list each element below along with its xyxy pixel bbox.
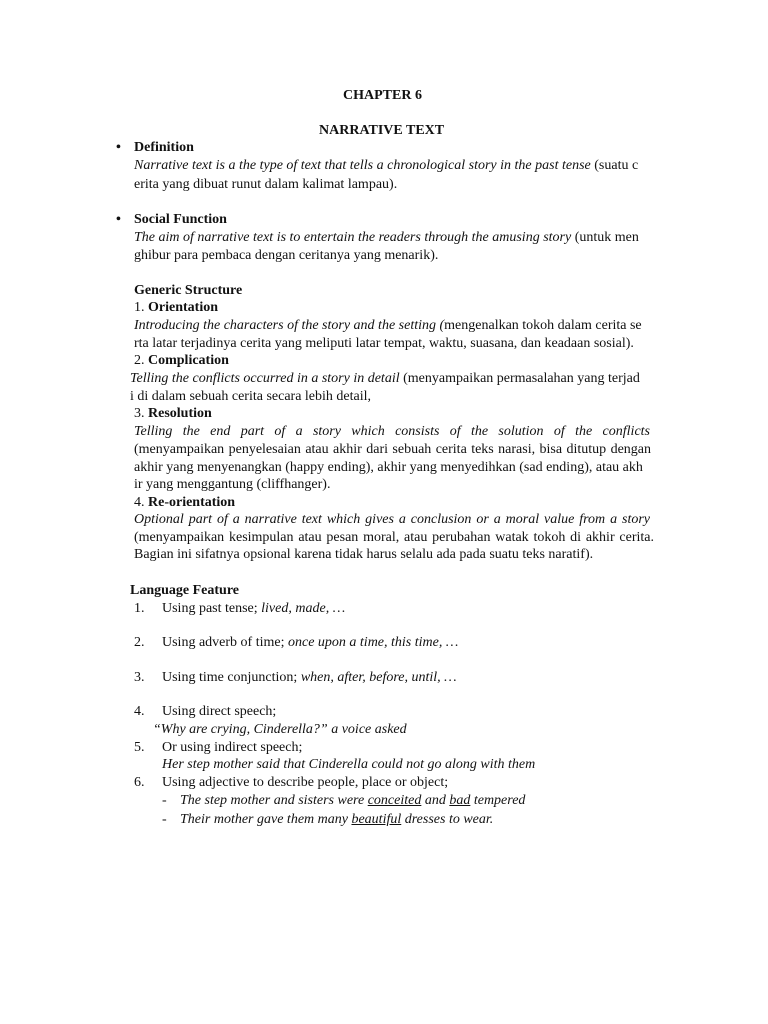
resolution-english: Telling the end part of a story which consists of the solution of the conflicts bbox=[134, 424, 650, 439]
definition-indonesian-2: erita yang dibuat runut dalam kalimat lampau). bbox=[134, 177, 398, 192]
adjective-underlined: beautiful bbox=[351, 812, 402, 827]
reorientation-indonesian-2: Bagian ini sifatnya opsional karena tidak harus selalu ada pada suatu teks naratif). bbox=[134, 547, 594, 562]
resolution-indonesian-3: ir yang menggantung (cliffhanger). bbox=[134, 477, 331, 492]
orientation-english: Introducing the characters of the story and the setting ( bbox=[134, 318, 445, 333]
social-function-indonesian-1: (untuk men bbox=[571, 230, 639, 245]
reorientation-label: Re-orientation bbox=[148, 495, 236, 510]
social-function-line-1 bbox=[134, 229, 639, 246]
resolution-heading bbox=[134, 405, 212, 422]
resolution-label: Resolution bbox=[148, 406, 212, 421]
language-feature-text: Using direct speech; bbox=[162, 704, 277, 719]
language-feature-item-number: 3. bbox=[134, 670, 145, 685]
complication-indonesian-1: (menyampaikan permasalahan yang terjad bbox=[399, 371, 640, 386]
complication-number: 2. bbox=[134, 353, 148, 368]
indirect-speech-example: Her step mother said that Cinderella could not go along with them bbox=[162, 757, 536, 772]
language-feature-item-number: 1. bbox=[134, 601, 145, 616]
resolution-indonesian-1: (menyampaikan penyelesaian atau akhir dari sebuah cerita teks narasi, bisa ditutup dengan bbox=[134, 442, 651, 457]
adjective-underlined: conceited bbox=[367, 793, 422, 808]
reorientation-number: 4. bbox=[134, 495, 148, 510]
language-feature-text: Using adjective to describe people, place or object; bbox=[162, 775, 449, 790]
complication-indonesian-2: i di dalam sebuah cerita secara lebih detail, bbox=[130, 389, 372, 404]
orientation-line-1 bbox=[134, 317, 642, 334]
complication-label: Complication bbox=[148, 353, 229, 368]
social-function-english: The aim of narrative text is to entertain the readers through the amusing story bbox=[134, 230, 572, 245]
chapter-heading: CHAPTER 6 bbox=[343, 88, 422, 103]
adjective-example-dash: - bbox=[162, 793, 167, 808]
orientation-label: Orientation bbox=[148, 300, 218, 315]
definition-heading: Definition bbox=[134, 140, 194, 155]
adjective-underlined: bad bbox=[449, 793, 471, 808]
definition-line-1 bbox=[134, 157, 638, 174]
adjective-example-dash: - bbox=[162, 812, 167, 827]
language-feature-text: Using time conjunction; bbox=[162, 670, 301, 685]
language-feature-text: Or using indirect speech; bbox=[162, 740, 303, 755]
definition-english: Narrative text is a the type of text that tells a chronological story in the past tense bbox=[134, 158, 591, 173]
complication-heading bbox=[134, 352, 229, 369]
complication-line-1 bbox=[130, 370, 640, 387]
reorientation-english: Optional part of a narrative text which gives a conclusion or a moral value from a story bbox=[134, 512, 650, 527]
bullet-icon: • bbox=[116, 212, 121, 227]
social-function-heading: Social Function bbox=[134, 212, 227, 227]
orientation-heading bbox=[134, 299, 218, 316]
adjective-example-text: dresses to wear. bbox=[401, 812, 494, 827]
direct-speech-example: “Why are crying, Cinderella?” a voice asked bbox=[153, 722, 407, 737]
language-feature-item-number: 6. bbox=[134, 775, 145, 790]
reorientation-indonesian-1: (menyampaikan kesimpulan atau pesan moral, atau perubahan watak tokoh di akhir cerita. bbox=[134, 530, 654, 545]
reorientation-heading bbox=[134, 494, 235, 511]
bullet-icon: • bbox=[116, 140, 121, 155]
definition-indonesian-1: (suatu c bbox=[590, 158, 639, 173]
orientation-indonesian-2: rta latar terjadinya cerita yang meliputi latar tempat, waktu, suasana, dan keadaan sosial). bbox=[134, 336, 634, 351]
generic-structure-heading: Generic Structure bbox=[134, 283, 243, 298]
adjective-example-2 bbox=[180, 811, 493, 828]
language-feature-examples: when, after, before, until, … bbox=[300, 670, 457, 685]
language-feature-heading: Language Feature bbox=[130, 583, 240, 598]
orientation-indonesian-1: mengenalkan tokoh dalam cerita se bbox=[444, 318, 642, 333]
social-function-indonesian-2: ghibur para pembaca dengan ceritanya yang menarik). bbox=[134, 248, 439, 263]
complication-english: Telling the conflicts occurred in a story in detail bbox=[130, 371, 400, 386]
language-feature-item bbox=[162, 669, 457, 686]
adjective-example-1 bbox=[180, 792, 525, 809]
language-feature-item bbox=[162, 634, 458, 651]
adjective-example-text: and bbox=[421, 793, 450, 808]
orientation-number: 1. bbox=[134, 300, 148, 315]
language-feature-item-number: 4. bbox=[134, 704, 145, 719]
page-title: NARRATIVE TEXT bbox=[319, 123, 445, 138]
resolution-indonesian-2: akhir yang menyenangkan (happy ending), akhir yang menyedihkan (sad ending), atau akh bbox=[134, 460, 643, 475]
language-feature-item-number: 5. bbox=[134, 740, 145, 755]
language-feature-text: Using past tense; bbox=[162, 601, 262, 616]
adjective-example-text: Their mother gave them many bbox=[180, 812, 352, 827]
language-feature-examples: once upon a time, this time, … bbox=[287, 635, 459, 650]
language-feature-text: Using adverb of time; bbox=[162, 635, 288, 650]
language-feature-item bbox=[162, 600, 345, 617]
language-feature-item-number: 2. bbox=[134, 635, 145, 650]
adjective-example-text: tempered bbox=[470, 793, 526, 808]
language-feature-examples: lived, made, … bbox=[261, 601, 346, 616]
resolution-number: 3. bbox=[134, 406, 148, 421]
adjective-example-text: The step mother and sisters were bbox=[180, 793, 368, 808]
